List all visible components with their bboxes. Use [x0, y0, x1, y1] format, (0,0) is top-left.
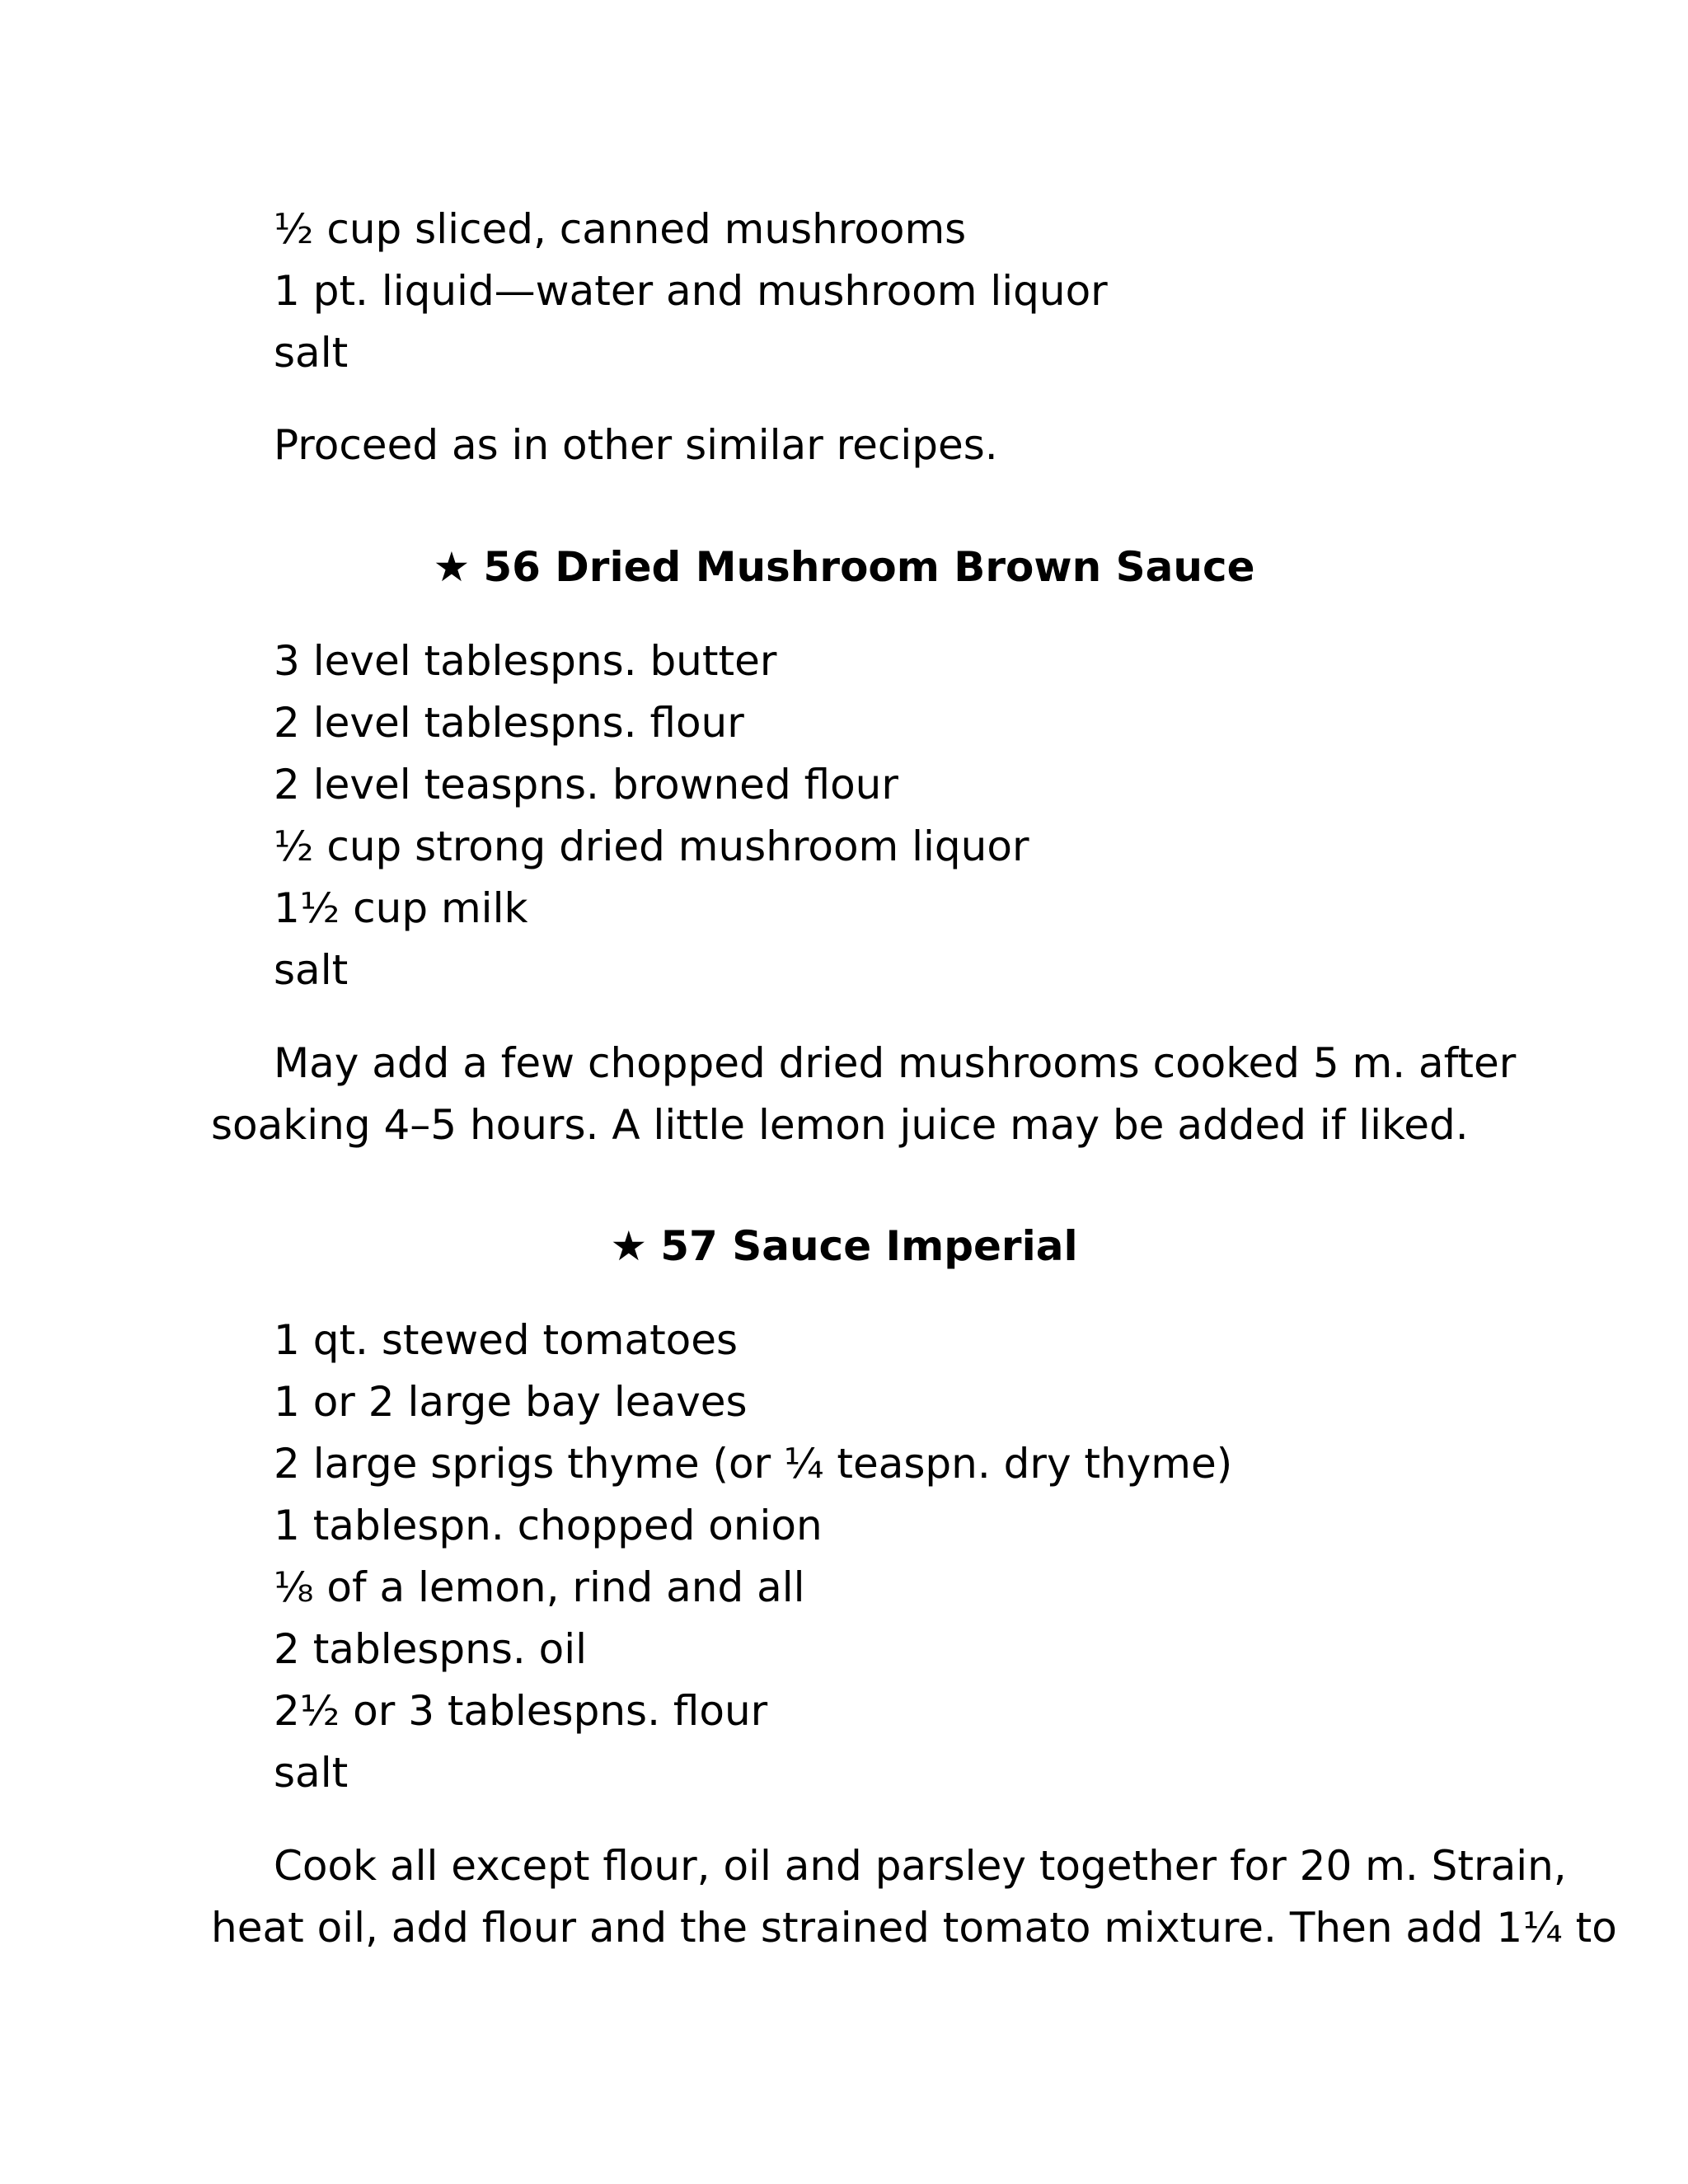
- ingredient-line: 2 large sprigs thyme (or ¼ teaspn. dry thyme): [274, 1440, 1233, 1488]
- ingredient-line: 2 level teaspns. browned flour: [274, 761, 898, 808]
- ingredient-line: ½ cup strong dried mushroom liquor: [274, 823, 1029, 870]
- ingredient-line: salt: [274, 946, 349, 994]
- ingredient-line: ½ cup sliced, canned mushrooms: [274, 205, 967, 253]
- ingredient-line: 1 pt. liquid—water and mushroom liquor: [274, 267, 1108, 315]
- ingredient-line: 2 tablespns. oil: [274, 1625, 588, 1673]
- ingredient-line: salt: [274, 1749, 349, 1797]
- recipe-57-heading: [0, 1221, 1688, 1271]
- ingredient-line: 2 level tablespns. flour: [274, 699, 744, 747]
- ingredient-line: 1 or 2 large bay leaves: [274, 1378, 748, 1426]
- ingredient-line: 1½ cup milk: [274, 884, 528, 932]
- ingredient-line: salt: [274, 329, 349, 377]
- star-icon: ★: [610, 1222, 648, 1270]
- directions-line: heat oil, add flour and the strained tomato mixture. Then add 1¼ to: [211, 1904, 1617, 1952]
- intro-directions: Proceed as in other similar recipes.: [274, 421, 998, 469]
- directions-line: May add a few chopped dried mushrooms cooked 5 m. after: [274, 1039, 1517, 1087]
- ingredient-line: 1 qt. stewed tomatoes: [274, 1316, 738, 1364]
- directions-line: Cook all except flour, oil and parsley together for 20 m. Strain,: [274, 1842, 1567, 1890]
- ingredient-line: 3 level tablespns. butter: [274, 637, 777, 685]
- star-icon: ★: [433, 543, 471, 591]
- recipe-56-heading: [0, 542, 1688, 592]
- ingredient-line: 1 tablespn. chopped onion: [274, 1502, 823, 1549]
- directions-line: soaking 4–5 hours. A little lemon juice may be added if liked.: [211, 1101, 1469, 1149]
- recipe-57-title: 57 Sauce Imperial: [660, 1222, 1078, 1270]
- ingredient-line: 2½ or 3 tablespns. flour: [274, 1687, 768, 1735]
- ingredient-line: ⅛ of a lemon, rind and all: [274, 1563, 805, 1611]
- recipe-56-title: 56 Dried Mushroom Brown Sauce: [483, 543, 1255, 591]
